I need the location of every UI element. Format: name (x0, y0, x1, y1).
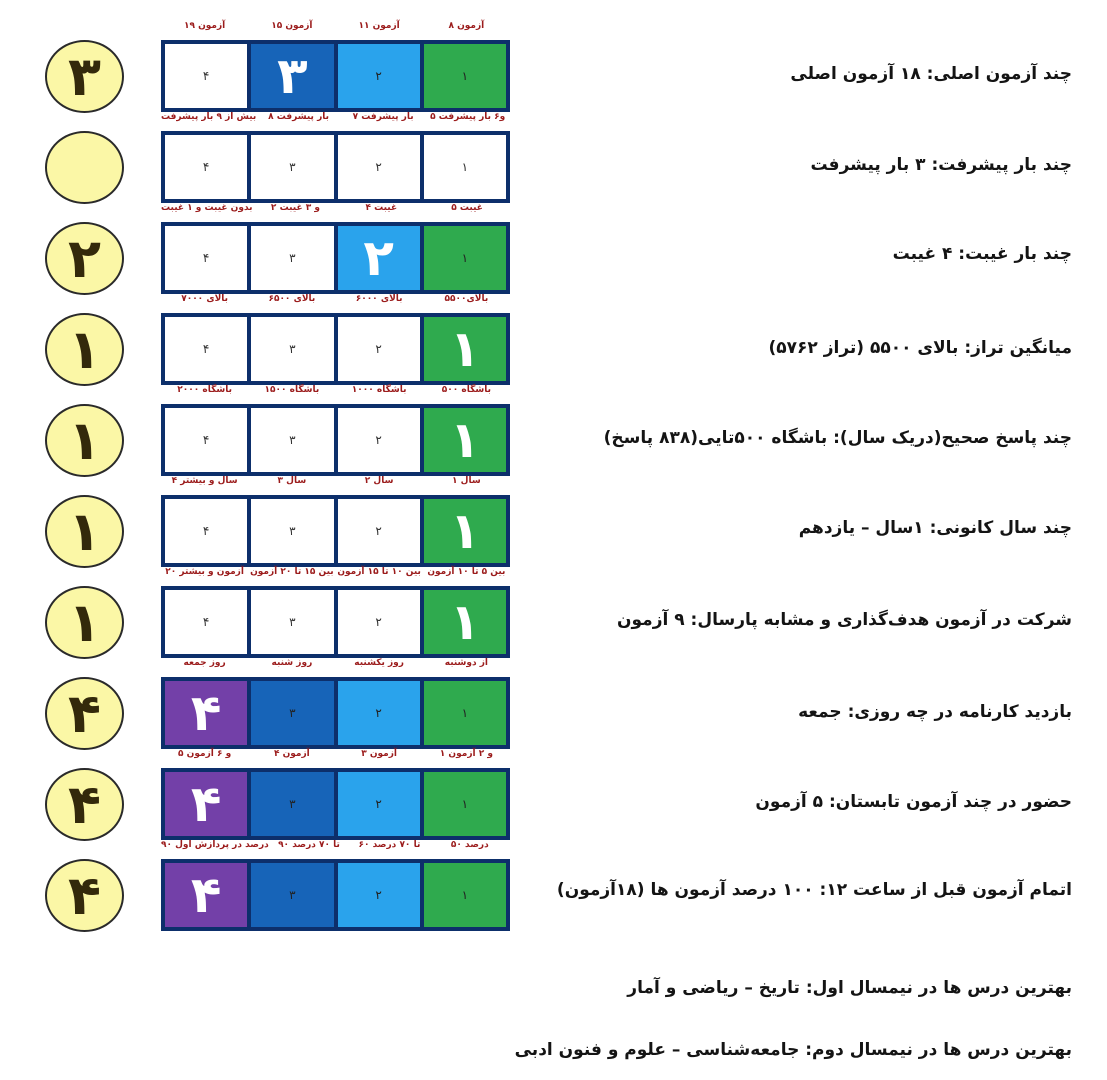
option-cells (161, 495, 510, 567)
option-cell: ۴ (165, 863, 247, 927)
option-cell: ۱ (424, 317, 506, 381)
option-label: ۶۰ تا ۷۰ درصد (358, 840, 421, 850)
option-label: بالای ۶۵۰۰ (268, 294, 316, 304)
option-label: بین ۱۵ تا ۲۰ آزمون (250, 567, 334, 577)
criteria-question: چند پاسخ صحیح(دریک سال): باشگاه ۵۰۰تایی(۸۳۸ پاسخ) (603, 428, 1072, 448)
option-cell: ۳ (251, 863, 333, 927)
option-label: بین ۱۰ تا ۱۵ آزمون (337, 567, 421, 577)
option-cell: ۱ (424, 590, 506, 654)
option-cell: ۱ (424, 408, 506, 472)
option-cells (161, 222, 510, 294)
option-labels (161, 203, 510, 219)
option-cell: ۳ (251, 317, 333, 381)
option-label: ۵۰ درصد (450, 840, 489, 850)
option-labels (161, 840, 510, 856)
best-subjects-note: بهترین درس ها در نیمسال دوم: جامعه‌شناسی – علوم و فنون ادبی (514, 1040, 1072, 1060)
option-cell: ۴ (165, 499, 247, 563)
option-labels (161, 749, 510, 765)
option-cell: ۴ (165, 317, 247, 381)
option-label: روز شنبه (271, 658, 313, 668)
option-label: ۷ بار پیشرفت (352, 112, 414, 122)
option-label: ۹۰ درصد در پردازش اول (161, 840, 269, 850)
option-cell: ۲ (338, 44, 420, 108)
option-cell: ۳ (251, 681, 333, 745)
criteria-question: اتمام آزمون قبل از ساعت ۱۲: ۱۰۰ درصد آزمون ها (۱۸آزمون) (556, 880, 1072, 900)
score-circle: ۲ (45, 222, 124, 295)
option-label: ۱ و ۲ آزمون (439, 749, 493, 759)
option-label: باشگاه ۵۰۰ (441, 385, 491, 395)
option-cells (161, 404, 510, 476)
option-label: ۱ سال (452, 476, 481, 486)
option-label: بالای۵۵۰۰ (444, 294, 489, 304)
criteria-question: چند بار غیبت: ۴ غیبت (892, 244, 1072, 264)
option-label: ۱۹ آزمون (183, 21, 226, 31)
criteria-question: شرکت در آزمون هدف‌گذاری و مشابه پارسال: ۹ آزمون (617, 610, 1072, 630)
option-label: ۹۰ تا ۷۰ درصد (278, 840, 340, 850)
option-cells (161, 859, 510, 931)
option-cell: ۱ (424, 44, 506, 108)
option-cell: ۲ (338, 408, 420, 472)
best-subjects-note: بهترین درس ها در نیمسال اول: تاریخ – ریاضی و آمار (627, 978, 1072, 998)
score-circle: ۴ (45, 859, 124, 932)
option-cell: ۱ (424, 681, 506, 745)
option-labels (161, 294, 510, 310)
score-circle: ۴ (45, 768, 124, 841)
option-cell: ۲ (338, 772, 420, 836)
option-label: ۸ آزمون (448, 21, 485, 31)
option-label: باشگاه ۲۰۰۰ (177, 385, 232, 395)
option-label: ۸ بار پیشرفت (268, 112, 330, 122)
option-cell: ۱ (424, 135, 506, 199)
option-cells (161, 313, 510, 385)
option-label: ۳ آزمون (361, 749, 398, 759)
option-cells (161, 768, 510, 840)
option-label: ۴ غیبت (365, 203, 398, 213)
option-cell: ۲ (338, 499, 420, 563)
option-cells (161, 131, 510, 203)
option-cell: ۱ (424, 226, 506, 290)
option-cell: ۴ (165, 226, 247, 290)
option-label: بیش از ۹ بار پیشرفت (161, 112, 257, 122)
option-cell: ۳ (251, 135, 333, 199)
score-circle: ۱ (45, 313, 124, 386)
criteria-question: میانگین تراز: بالای ۵۵۰۰ (تراز ۵۷۶۲) (768, 338, 1072, 358)
option-label: از دوشنبه (444, 658, 489, 668)
option-labels (161, 476, 510, 492)
option-label: بالای ۶۰۰۰ (355, 294, 403, 304)
option-label: ۵ و ۶ آزمون (178, 749, 232, 759)
criteria-question: چند بار پیشرفت: ۳ بار پیشرفت (810, 155, 1072, 175)
option-cell: ۱ (424, 863, 506, 927)
criteria-question: چند آزمون اصلی: ۱۸ آزمون اصلی (790, 64, 1072, 84)
option-label: روز یکشنبه (354, 658, 404, 668)
option-label: ۴ سال و بیشتر (171, 476, 238, 486)
option-label: ۱۱ آزمون (358, 21, 400, 31)
option-cell: ۴ (165, 772, 247, 836)
option-cell: ۲ (338, 681, 420, 745)
option-label: ۴ آزمون (273, 749, 310, 759)
option-cell: ۲ (338, 590, 420, 654)
option-label: ۳ سال (277, 476, 307, 486)
option-label: بالای ۷۰۰۰ (181, 294, 229, 304)
option-label: باشگاه ۱۰۰۰ (351, 385, 407, 395)
option-label: ۲ سال (364, 476, 394, 486)
option-label: بدون غیبت و ۱ غیبت (161, 203, 253, 213)
option-labels (161, 385, 510, 401)
option-cell: ۳ (251, 590, 333, 654)
score-circle: ۴ (45, 677, 124, 750)
score-circle: ۳ (45, 40, 124, 113)
score-circle: ۱ (45, 404, 124, 477)
option-cell: ۳ (251, 772, 333, 836)
option-cell: ۲ (338, 863, 420, 927)
option-cell: ۳ (251, 499, 333, 563)
option-label: بین ۵ تا ۱۰ آزمون (427, 567, 506, 577)
option-cell: ۴ (165, 681, 247, 745)
option-cell: ۲ (338, 317, 420, 381)
option-cell: ۴ (165, 135, 247, 199)
option-cell: ۳ (251, 226, 333, 290)
option-cells (161, 677, 510, 749)
criteria-question: بازدید کارنامه در چه روزی: جمعه (798, 702, 1072, 722)
criteria-question: چند سال کانونی: ۱سال – یازدهم (798, 518, 1072, 538)
option-labels (161, 112, 510, 128)
option-label: ۵ و۶ بار پیشرفت (430, 112, 506, 122)
option-cell: ۴ (165, 44, 247, 108)
option-cell: ۱ (424, 772, 506, 836)
option-cells (161, 586, 510, 658)
option-cell: ۳ (251, 44, 333, 108)
score-circle: ۱ (45, 495, 124, 568)
option-label: ۵ غیبت (451, 203, 483, 213)
criteria-question: حضور در چند آزمون تابستان: ۵ آزمون (755, 792, 1072, 812)
option-labels (161, 658, 510, 674)
option-label: ۲۰ آزمون و بیشتر (165, 567, 244, 577)
option-label: باشگاه ۱۵۰۰ (264, 385, 320, 395)
option-cell: ۴ (165, 590, 247, 654)
option-labels (161, 567, 510, 583)
option-label: ۲ و ۳ غیبت (270, 203, 320, 213)
option-cell: ۱ (424, 499, 506, 563)
option-label: ۱۵ آزمون (271, 21, 313, 31)
option-cell: ۲ (338, 226, 420, 290)
score-circle (45, 131, 124, 204)
option-cell: ۲ (338, 135, 420, 199)
option-label: روز جمعه (183, 658, 226, 668)
score-circle: ۱ (45, 586, 124, 659)
option-cell: ۳ (251, 408, 333, 472)
option-cell: ۴ (165, 408, 247, 472)
